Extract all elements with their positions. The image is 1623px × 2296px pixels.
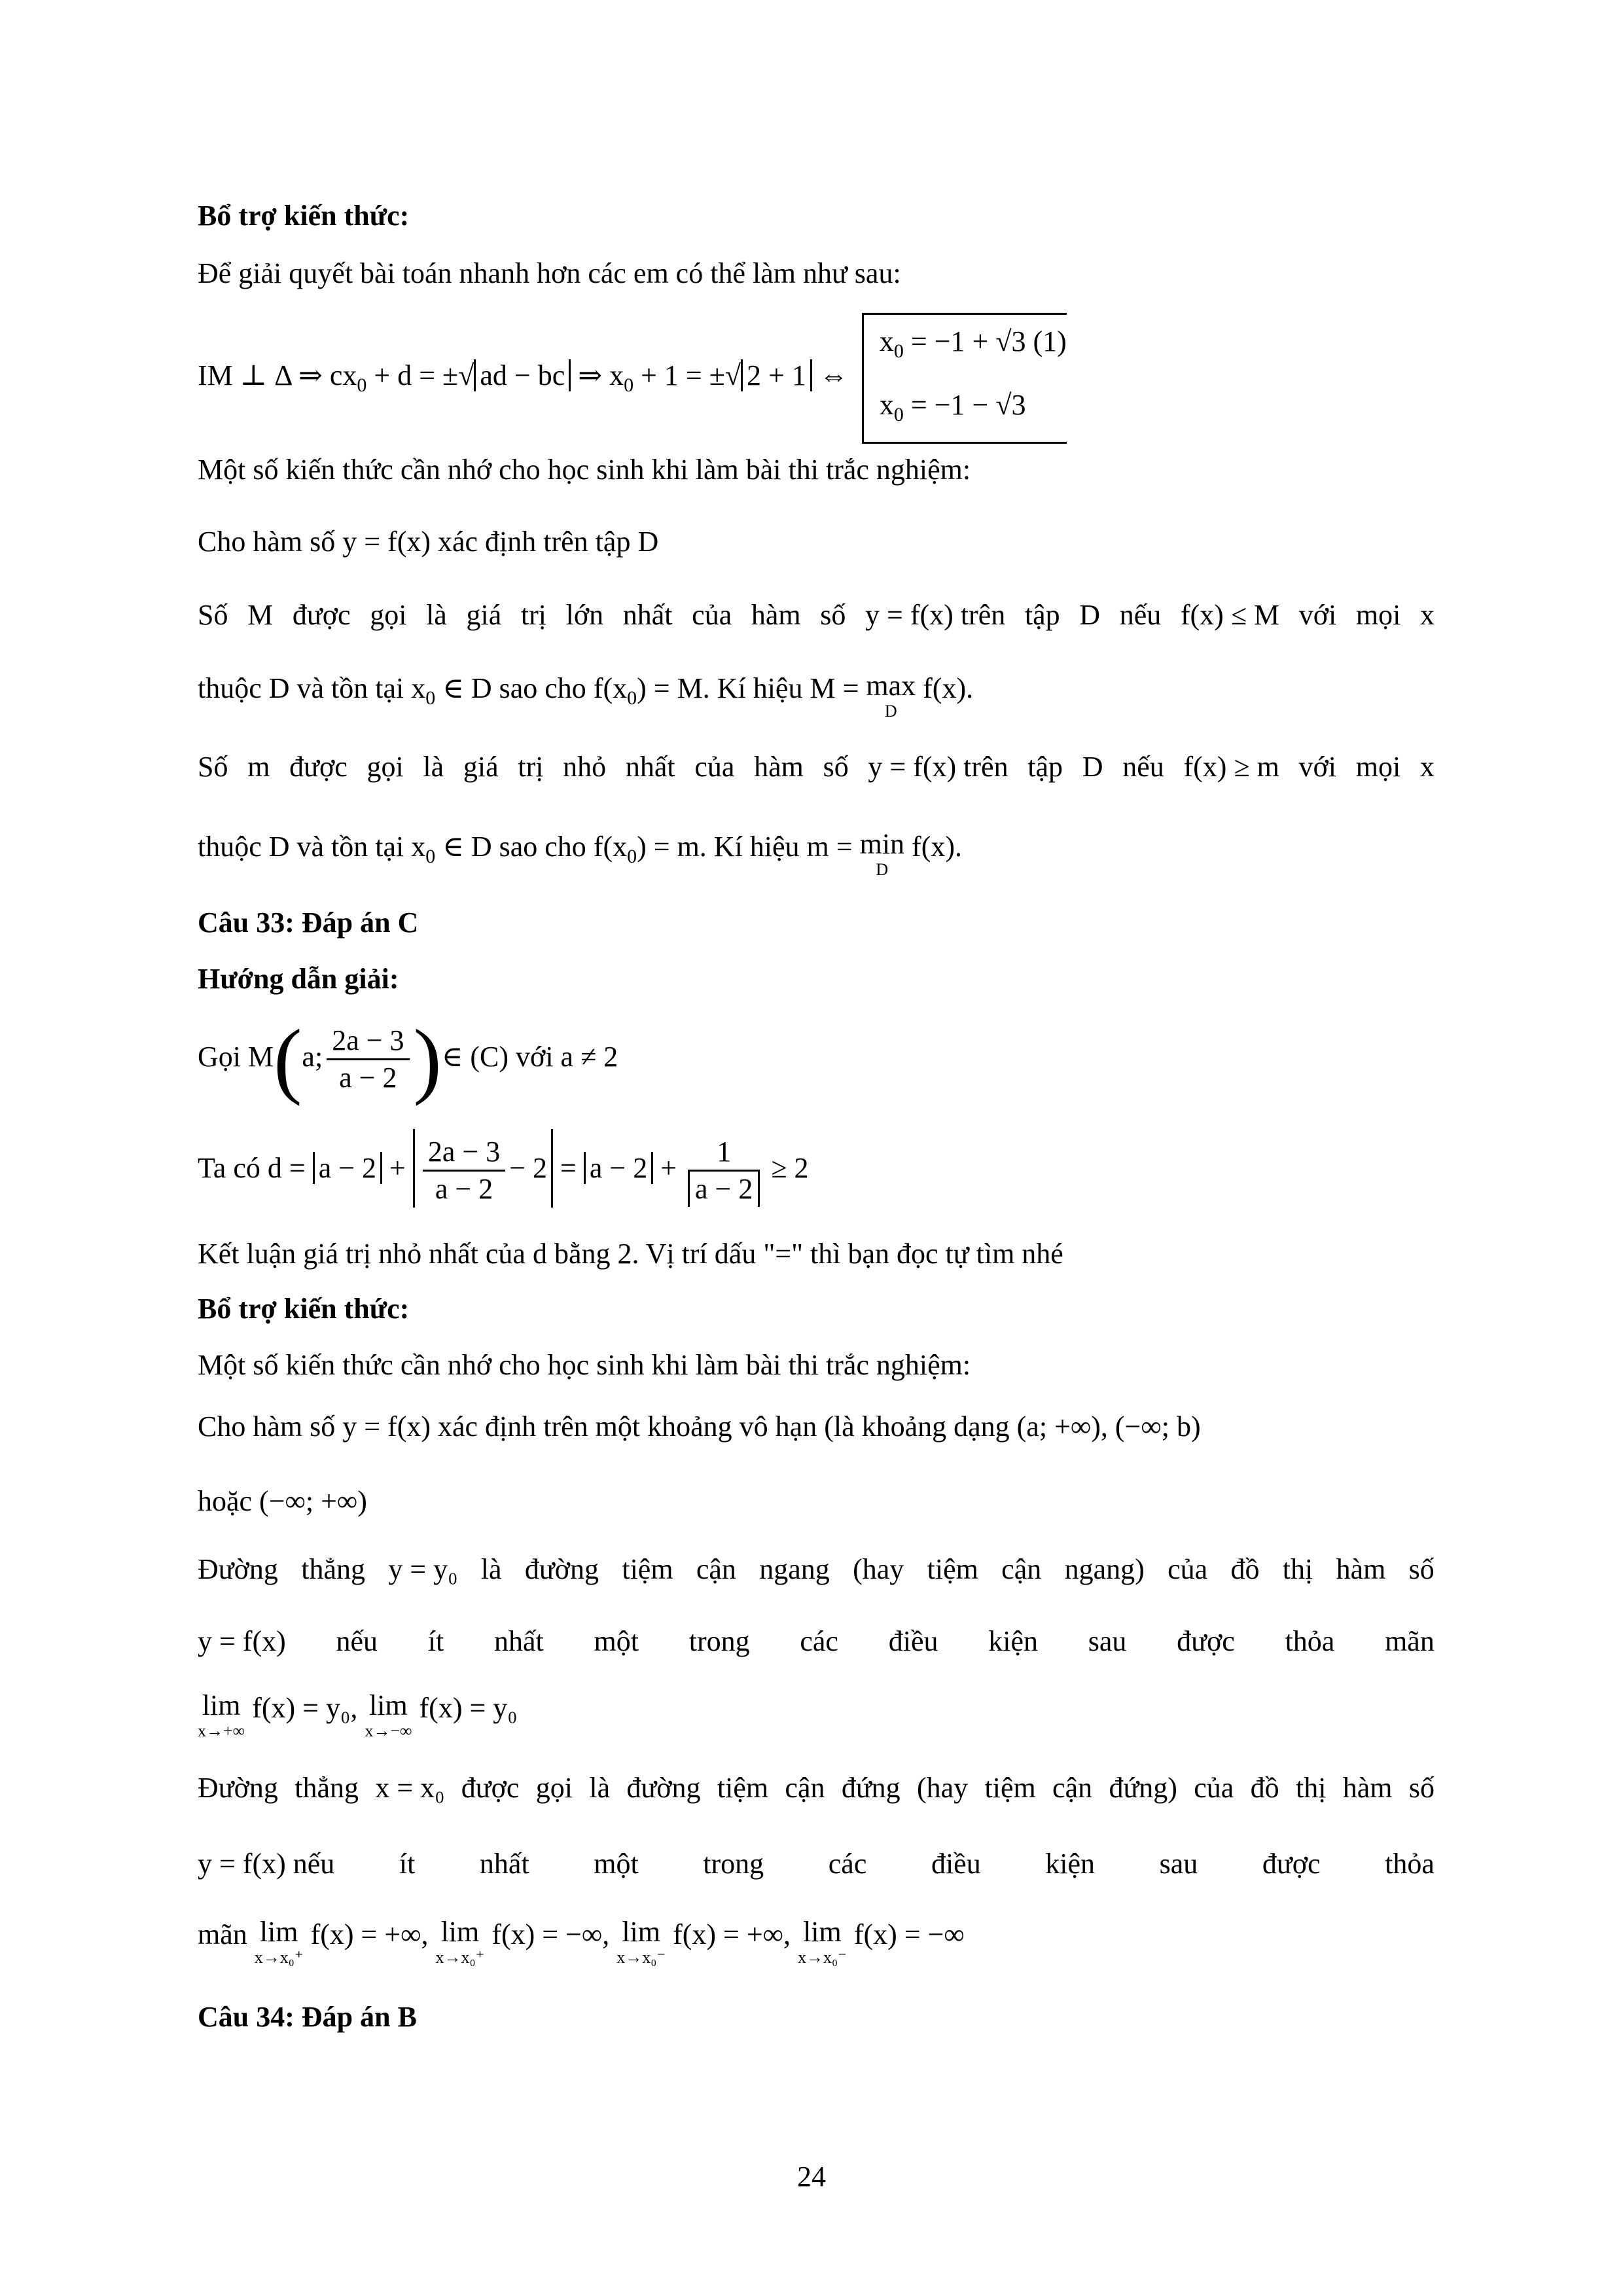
min-definition-line2: thuộc D và tồn tại $x_0$ ∈ D sao cho $f(x_0) = m$. Kí hiệu m = min D f(x). xyxy=(198,828,963,879)
min-definition-line1: Số m được gọi là giá trị nhỏ nhất của hàm số y = f(x) trên tập D nếu f(x) ≥ m với mọi x xyxy=(198,751,1435,783)
note-paragraph-2: Một số kiến thức cần nhớ cho học sinh khi làm bài thi trắc nghiệm: xyxy=(198,1349,971,1381)
infinite-interval-definition: Cho hàm số y = f(x) xác định trên một khoảng vô hạn (là khoảng dạng (a; +∞), (−∞; b) xyxy=(198,1410,1201,1443)
intro-paragraph: Để giải quyết bài toán nhanh hơn các em có thể làm như sau: xyxy=(198,257,901,289)
note-paragraph-1: Một số kiến thức cần nhớ cho học sinh khi làm bài thi trắc nghiệm: xyxy=(198,454,971,486)
question-33-answer: Câu 33: Đáp án C xyxy=(198,906,419,939)
heading-knowledge-support-1: Bổ trợ kiến thức: xyxy=(198,200,410,232)
conclusion-paragraph: Kết luận giá trị nhỏ nhất của d bằng 2. Vị trí dấu "=" thì bạn đọc tự tìm nhé xyxy=(198,1238,1063,1270)
max-definition-line1: Số M được gọi là giá trị lớn nhất của hàm số y = f(x) trên tập D nếu f(x) ≤ M với mọi x xyxy=(198,599,1435,631)
distance-inequality: Ta có d = a − 2 + $\frac{2a - 3}{a - 2}$ − 2 = a − 2 + $\frac{1}{a - 2}$ ≥ 2 xyxy=(198,1126,809,1211)
function-definition: Cho hàm số y = f(x) xác định trên tập D xyxy=(198,526,659,558)
solution-cases xyxy=(862,313,1067,444)
vertical-asymptote-line1: Đường thẳng x = x₀ được gọi là đường tiệm cận đứng (hay tiệm cận đứng) của đồ thị hàm số xyxy=(198,1772,1435,1804)
case-1: $x_0 = -1 + √3$ (1) xyxy=(879,325,1067,362)
horizontal-asymptote-limits: lim x→+∞ f(x) = y₀, lim x→−∞ f(x) = y₀ xyxy=(198,1689,518,1740)
question-34-answer: Câu 34: Đáp án B xyxy=(198,2001,417,2033)
vertical-asymptote-line2: y = f(x) nếu ít nhất một trong các điều kiện sau được thỏa xyxy=(198,1848,1435,1880)
heading-knowledge-support-2: Bổ trợ kiến thức: xyxy=(198,1293,410,1325)
solution-guide-heading: Hướng dẫn giải: xyxy=(198,963,399,995)
horizontal-asymptote-line1: Đường thẳng y = y₀ là đường tiệm cận ngang (hay tiệm cận ngang) của đồ thị hàm số xyxy=(198,1553,1435,1585)
max-definition-line2: thuộc D và tồn tại $x_0$ ∈ D sao cho $f(x_0) = M$. Kí hiệu M = max D f(x). xyxy=(198,670,974,721)
equation-im-perpendicular: IM ⊥ Δ ⇒ $cx_0 + d$ = ±√ ad − bc ⇒ $x_0 + 1$ = ±√ 2 + 1 ⇔ $x_0 = -1 + √3$ (1) $x_0 = -1 - √3$ xyxy=(198,313,1067,444)
case-2: $x_0 = -1 - √3$ xyxy=(879,389,1026,425)
infinite-interval-continued: hoặc (−∞; +∞) xyxy=(198,1485,367,1517)
page-number: 24 xyxy=(797,2161,826,2193)
horizontal-asymptote-line2: y = f(x) nếu ít nhất một trong các điều kiện sau được thỏa mãn xyxy=(198,1625,1435,1657)
point-m-definition: Gọi M(a; $\frac{2a - 3}{a - 2}$ )∈ (C) với a ≠ 2 xyxy=(198,1012,618,1107)
vertical-asymptote-limits: mãn lim x→x₀⁺ f(x) = +∞, lim x→x₀⁺ f(x) = −∞, lim x→x₀⁻ f(x) = +∞, lim x→x₀⁻ f(x) = −∞ xyxy=(198,1916,965,1967)
